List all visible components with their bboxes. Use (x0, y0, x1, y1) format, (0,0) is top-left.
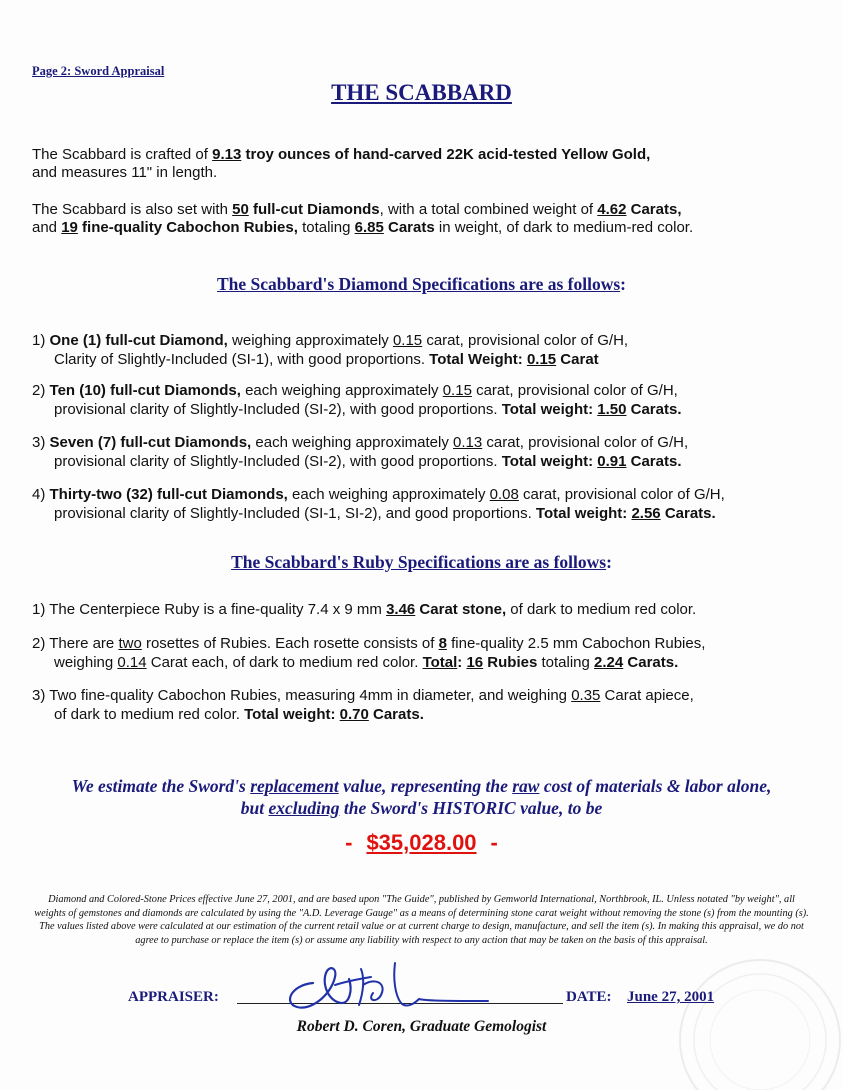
diamond-spec-item: 3) Seven (7) full-cut Diamonds, each weighing approximately 0.13 carat, provisional color of G/H, provisional clarity of Slightly-Included (SI-2), with good proportions. Total weight: 0.91 Carats. (32, 434, 689, 470)
diamond-spec-item: 4) Thirty-two (32) full-cut Diamonds, each weighing approximately 0.08 carat, provisional color of G/H, provisional clarity of Slightly-Included (SI-1, SI-2), and good proportions. Total weight: 2.56 Carats. (32, 486, 725, 522)
diamond-section-heading: The Scabbard's Diamond Specifications are as follows: (216, 274, 626, 294)
ruby-spec-item: 3) Two fine-quality Cabochon Rubies, measuring 4mm in diameter, and weighing 0.35 Carat apiece, of dark to medium red color. Total weight: 0.70 Carats. (32, 687, 694, 723)
ruby-section-heading: The Scabbard's Ruby Specifications are as follows: (231, 552, 612, 572)
estimate-statement-line1: We estimate the Sword's replacement value, representing the raw cost of materials & labor alone, (71, 776, 772, 796)
appraisal-date: June 27, 2001 (627, 989, 715, 1005)
date-label: DATE: (566, 989, 612, 1005)
page-label: Page 2: Sword Appraisal (32, 64, 165, 78)
embossed-seal-icon (650, 930, 843, 1090)
appraised-price (0, 830, 843, 856)
appraiser-name: Robert D. Coren, Graduate Gemologist (296, 1018, 547, 1035)
appraiser-label: APPRAISER: (128, 989, 219, 1005)
diamond-spec-item: 1) One (1) full-cut Diamond, weighing approximately 0.15 carat, provisional color of G/H, Clarity of Slightly-Included (SI-1), with good proportions. Total Weight: 0.15 Carat (32, 332, 629, 368)
disclaimer-fineprint: Diamond and Colored-Stone Prices effective June 27, 2001, and are based upon "The Guide", published by Gemworld International, Northbrook, IL. Unless notated "by weight", all weights of gemstones and diamonds are calculated by using the "A.D. Leverage Gauge" as a means of determining stone carat weight without removing the stone (s) from the mounting (s). The values listed above were calculated at our estimation of the current retail value or at current charge to design, manufacture, and sell the item (s). In making this appraisal, we do not agree to purchase or replace the item (s) or assume any liability with respect to any action that may be taken on the basis of this appraisal. (34, 894, 809, 946)
price-dash: - (345, 830, 353, 855)
intro-paragraph-gold: The Scabbard is crafted of 9.13 troy ounces of hand-carved 22K acid-tested Yellow Gold, and measures 11" in length. (32, 146, 651, 181)
handwritten-signature (283, 955, 493, 1015)
page-title: THE SCABBARD (331, 80, 512, 105)
diamond-spec-item: 2) Ten (10) full-cut Diamonds, each weighing approximately 0.15 carat, provisional color of G/H, provisional clarity of Slightly-Included (SI-2), with good proportions. Total weight: 1.50 Carats. (32, 382, 682, 418)
estimate-statement-line2: but excluding the Sword's HISTORIC value, to be (240, 798, 603, 818)
ruby-spec-item: 2) There are two rosettes of Rubies. Each rosette consists of 8 fine-quality 2.5 mm Cabochon Rubies, weighing 0.14 Carat each, of dark to medium red color. Total: 16 Rubies totaling 2.24 Carats. (32, 635, 706, 671)
intro-paragraph-stones: The Scabbard is also set with 50 full-cut Diamonds, with a total combined weight of 4.62 Carats, and 19 fine-quality Cabochon Rubies, totaling 6.85 Carats in weight, of dark to medium-red color. (32, 201, 694, 236)
ruby-spec-item: 1) The Centerpiece Ruby is a fine-quality 7.4 x 9 mm 3.46 Carat stone, of dark to medium red color. (32, 601, 697, 618)
price-dash: - (490, 830, 498, 855)
price-value: $35,028.00 (366, 830, 477, 855)
